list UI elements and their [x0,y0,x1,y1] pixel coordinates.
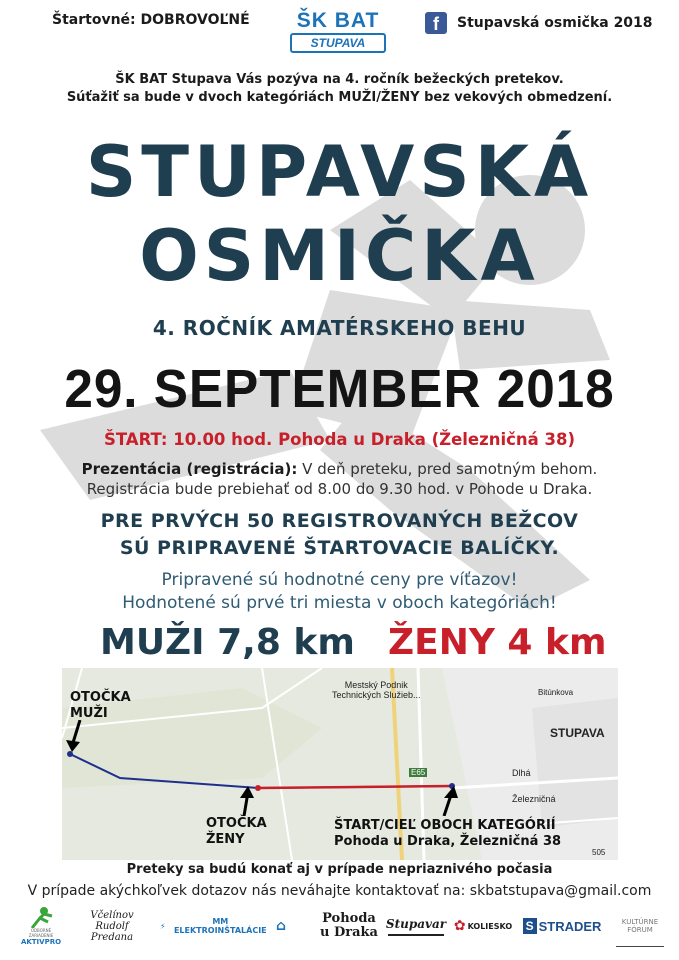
house-icon: ⌂ [275,918,286,934]
sponsor-aktivpro [20,906,62,946]
sponsor-aktivpro-name: AKTIVPRO [20,938,62,946]
registration-line-2: Registrácia bude prebiehať od 8.00 do 9.30 hod. v Pohode u Draka. [86,480,593,498]
event-title-line-1: STUPAVSKÁ [85,131,594,213]
map-street-1: Dlhá [512,768,531,778]
sponsor-strader-name: STRADER [538,918,602,934]
sponsor-strader [520,906,604,946]
sponsor-stupavar: Stupavar [388,914,444,936]
arrow-up-icon [236,786,256,816]
wheel-icon: ✿ [453,918,466,934]
registration-label: Prezentácia (registrácia): [81,460,298,478]
sponsor-mm-elektro [160,906,286,946]
arrow-up-icon [438,786,460,816]
start-info: ŠTART: 10.00 hod. Pohoda u Draka (Železničná 38) [103,430,576,449]
turn-men-line-1: OTOČKA [70,690,131,705]
turn-women-label [206,816,267,848]
event-date: 29. SEPTEMBER 2018 [64,359,615,419]
map-street-2: Železničná [512,794,556,804]
facebook-page-name: Stupavská osmička 2018 [457,15,653,31]
turn-women-line-2: ŽENY [206,832,245,847]
sponsor-pohoda-line-1: Pohoda [322,911,376,926]
club-logo [288,10,388,52]
invite-line-2: Súťažiť sa bude v dvoch kategóriách MUŽI/ŽENY bez vekových obmedzení. [66,90,613,105]
prizes-line-2: Hodnotené sú prvé tri miesta v oboch kategóriách! [122,593,557,613]
map-poi-line-1: Mestský Podnik [344,680,408,690]
sponsor-pohoda [314,906,384,946]
turn-men-label [70,690,131,722]
map-poi-line-2: Technických Služieb... [332,690,421,700]
sponsor-kulturne-forum [616,906,664,947]
sponsor-vcelinov-line-2: Rudolf Predana [90,920,134,943]
map-road: E65 [411,768,426,777]
category-men: MUŽI 7,8 km [100,622,355,663]
turn-men-line-2: MUŽI [70,706,108,721]
sponsor-koliesko [452,906,514,946]
start-finish-line-2: Pohoda u Draka, Železničná 38 [334,834,562,849]
start-finish-line-1: ŠTART/CIEĽ OBOCH KATEGÓRIÍ [334,818,556,833]
sponsor-vcelinov-line-1: Včelínov [90,909,134,921]
strader-logo-icon: S [523,918,537,934]
contact-info: V prípade akýchkoľvek dotazov nás neváhajte kontaktovať na: skbatstupava@gmail.com [27,883,652,899]
facebook-link[interactable] [425,12,653,34]
registration-text: V deň preteku, pred samotným behom. [297,460,598,478]
sponsor-kf-line-2: FÓRUM [627,926,653,934]
arrow-down-icon [66,720,86,754]
sponsor-koliesko-name: KOLIESKO [467,921,513,931]
promo-line-2: SÚ PRIPRAVENÉ ŠTARTOVACIE BALÍČKY. [119,537,560,559]
event-subtitle: 4. ROČNÍK AMATÉRSKEHO BEHU [152,316,527,340]
turn-women-line-1: OTOČKA [206,816,267,831]
map-town: STUPAVA [550,726,605,740]
registration-line-1 [0,460,679,478]
lightning-icon: ⚡ [160,921,166,931]
event-title-line-2: OSMIČKA [139,215,540,297]
category-women: ŽENY 4 km [388,622,607,663]
map-street-3: Bitúnkova [538,688,574,697]
map-poi [332,680,421,700]
facebook-icon: f [425,12,447,34]
promo-line-1: PRE PRVÝCH 50 REGISTROVANÝCH BEŽCOV [100,510,579,532]
sponsor-vcelinov [76,906,148,946]
start-finish-label [334,818,561,850]
sponsor-aktivpro-small: ODBORNÉ ZARIADENIE [28,928,54,938]
entry-fee: Štartovné: DOBROVOĽNÉ [52,12,250,28]
club-logo-name: ŠK BAT [296,9,380,32]
sponsor-mm-elektro-name: MM ELEKTROINŠTALÁCIE [173,917,267,935]
invite-line-1: ŠK BAT Stupava Vás pozýva na 4. ročník bežeckých pretekov. [115,72,564,87]
map-road-2: 505 [592,848,606,857]
sponsor-kf-line-1: KULTÚRNE [621,918,659,926]
runner-icon [28,906,54,928]
prizes-line-1: Pripravené sú hodnotné ceny pre víťazov! [161,570,518,590]
sponsor-pohoda-line-2: u Draka [320,925,378,940]
club-logo-town: STUPAVA [290,33,386,53]
weather-note: Preteky sa budú konať aj v prípade nepriaznivého počasia [126,862,553,877]
